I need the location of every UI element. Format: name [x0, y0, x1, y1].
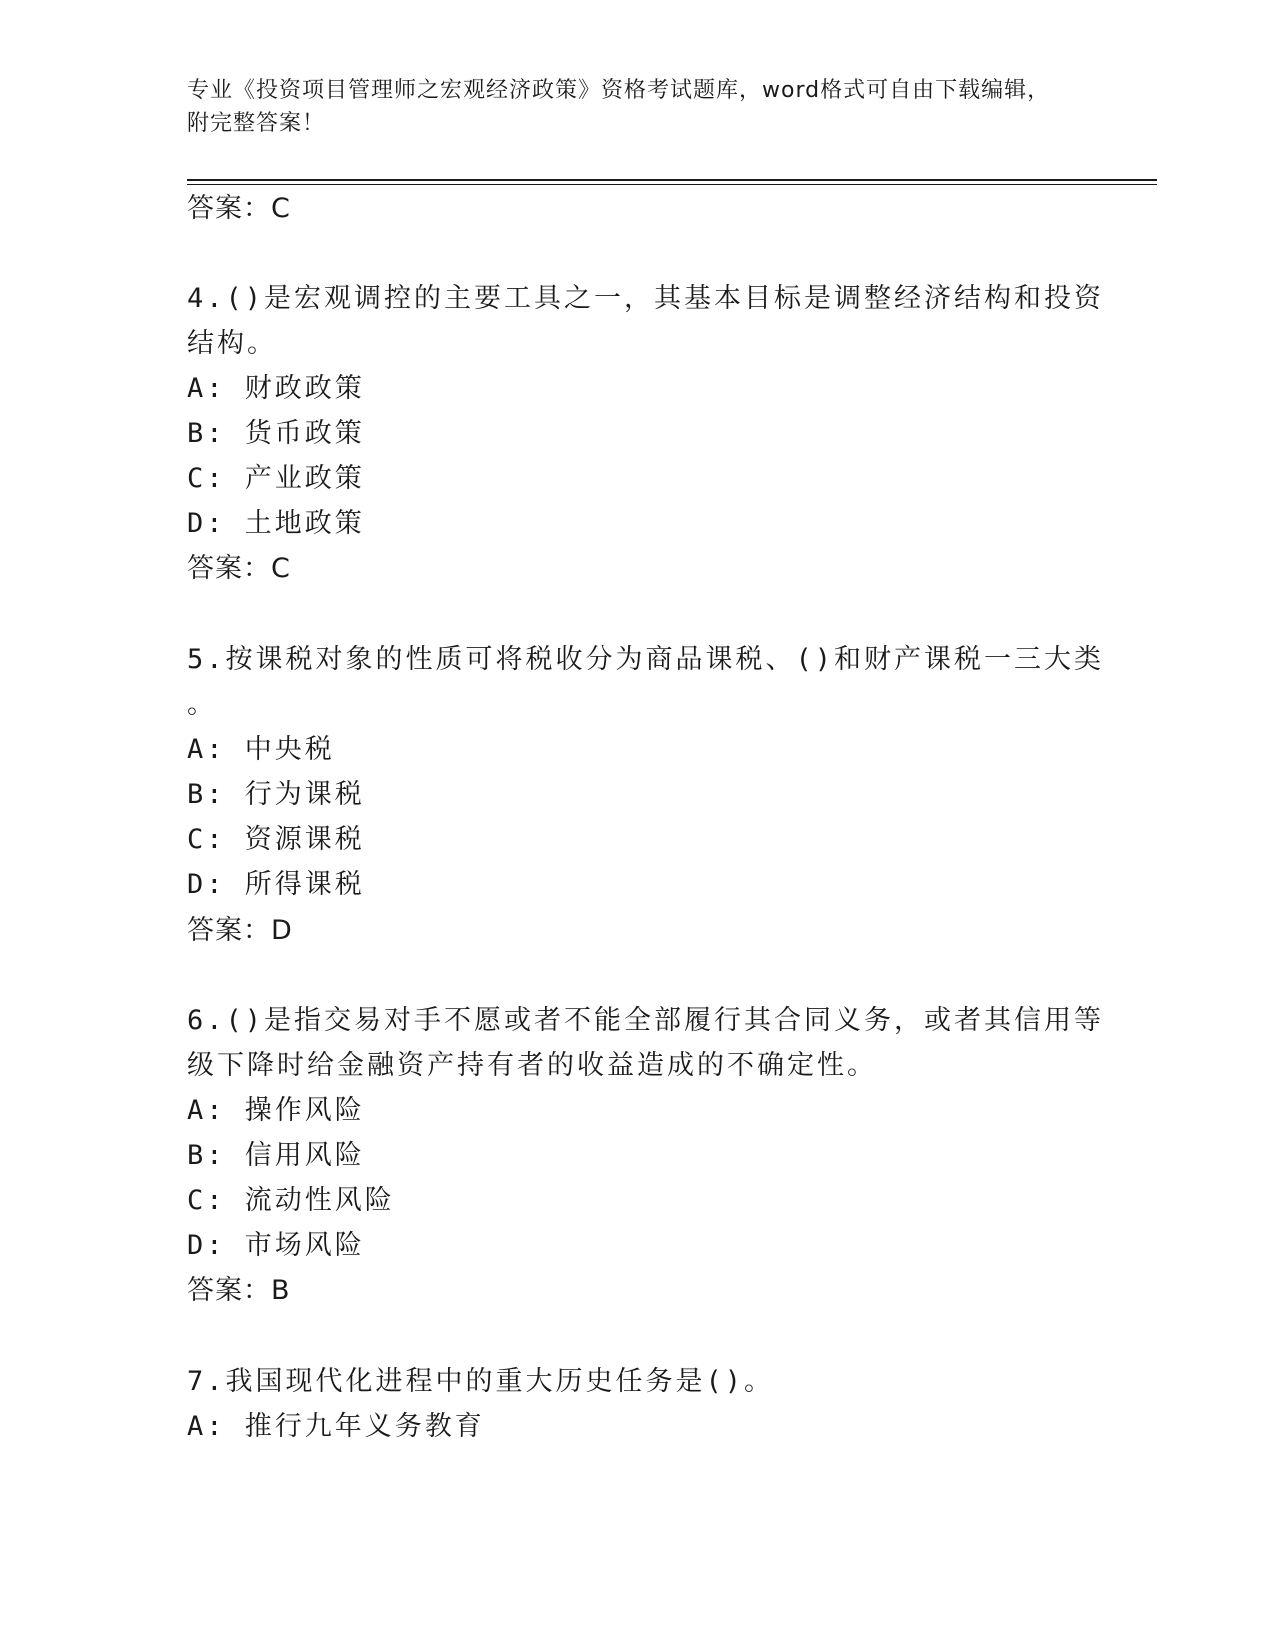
answer-line: 答案：B: [187, 1275, 291, 1306]
option-a: A: 中央税: [187, 734, 335, 765]
option-b: B: 货币政策: [187, 418, 365, 449]
option-a: A: 推行九年义务教育: [187, 1411, 485, 1442]
option-b: B: 行为课税: [187, 779, 365, 810]
option-a: A: 操作风险: [187, 1095, 365, 1126]
document-header: 专业《投资项目管理师之宏观经济政策》资格考试题库，word格式可自由下载编辑，附完整答案！: [187, 78, 1051, 136]
question-stem-cont: 结构。: [187, 328, 277, 359]
option-b: B: 信用风险: [187, 1140, 365, 1171]
question-stem-cont: 。: [187, 689, 217, 720]
question-stem: 4.()是宏观调控的主要工具之一，其基本目标是调整经济结构和投资: [187, 283, 1105, 314]
header-rule-thick: [187, 179, 1157, 181]
option-c: C: 产业政策: [187, 463, 365, 494]
option-a: A: 财政政策: [187, 373, 365, 404]
answer-line: 答案：C: [187, 553, 291, 584]
question-stem: 5.按课税对象的性质可将税收分为商品课税、()和财产课税一三大类: [187, 644, 1105, 675]
question-stem-cont: 级下降时给金融资产持有者的收益造成的不确定性。: [187, 1050, 877, 1081]
option-c: C: 资源课税: [187, 824, 365, 855]
question-stem: 7.我国现代化进程中的重大历史任务是()。: [187, 1366, 775, 1397]
option-d: D: 市场风险: [187, 1230, 365, 1261]
header-rule-thin: [187, 184, 1157, 185]
option-d: D: 所得课税: [187, 869, 365, 900]
option-c: C: 流动性风险: [187, 1185, 395, 1216]
option-d: D: 土地政策: [187, 508, 365, 539]
question-stem: 6.()是指交易对手不愿或者不能全部履行其合同义务，或者其信用等: [187, 1005, 1105, 1036]
answer-line: 答案：D: [187, 915, 293, 946]
answer-line: 答案：C: [187, 193, 291, 224]
